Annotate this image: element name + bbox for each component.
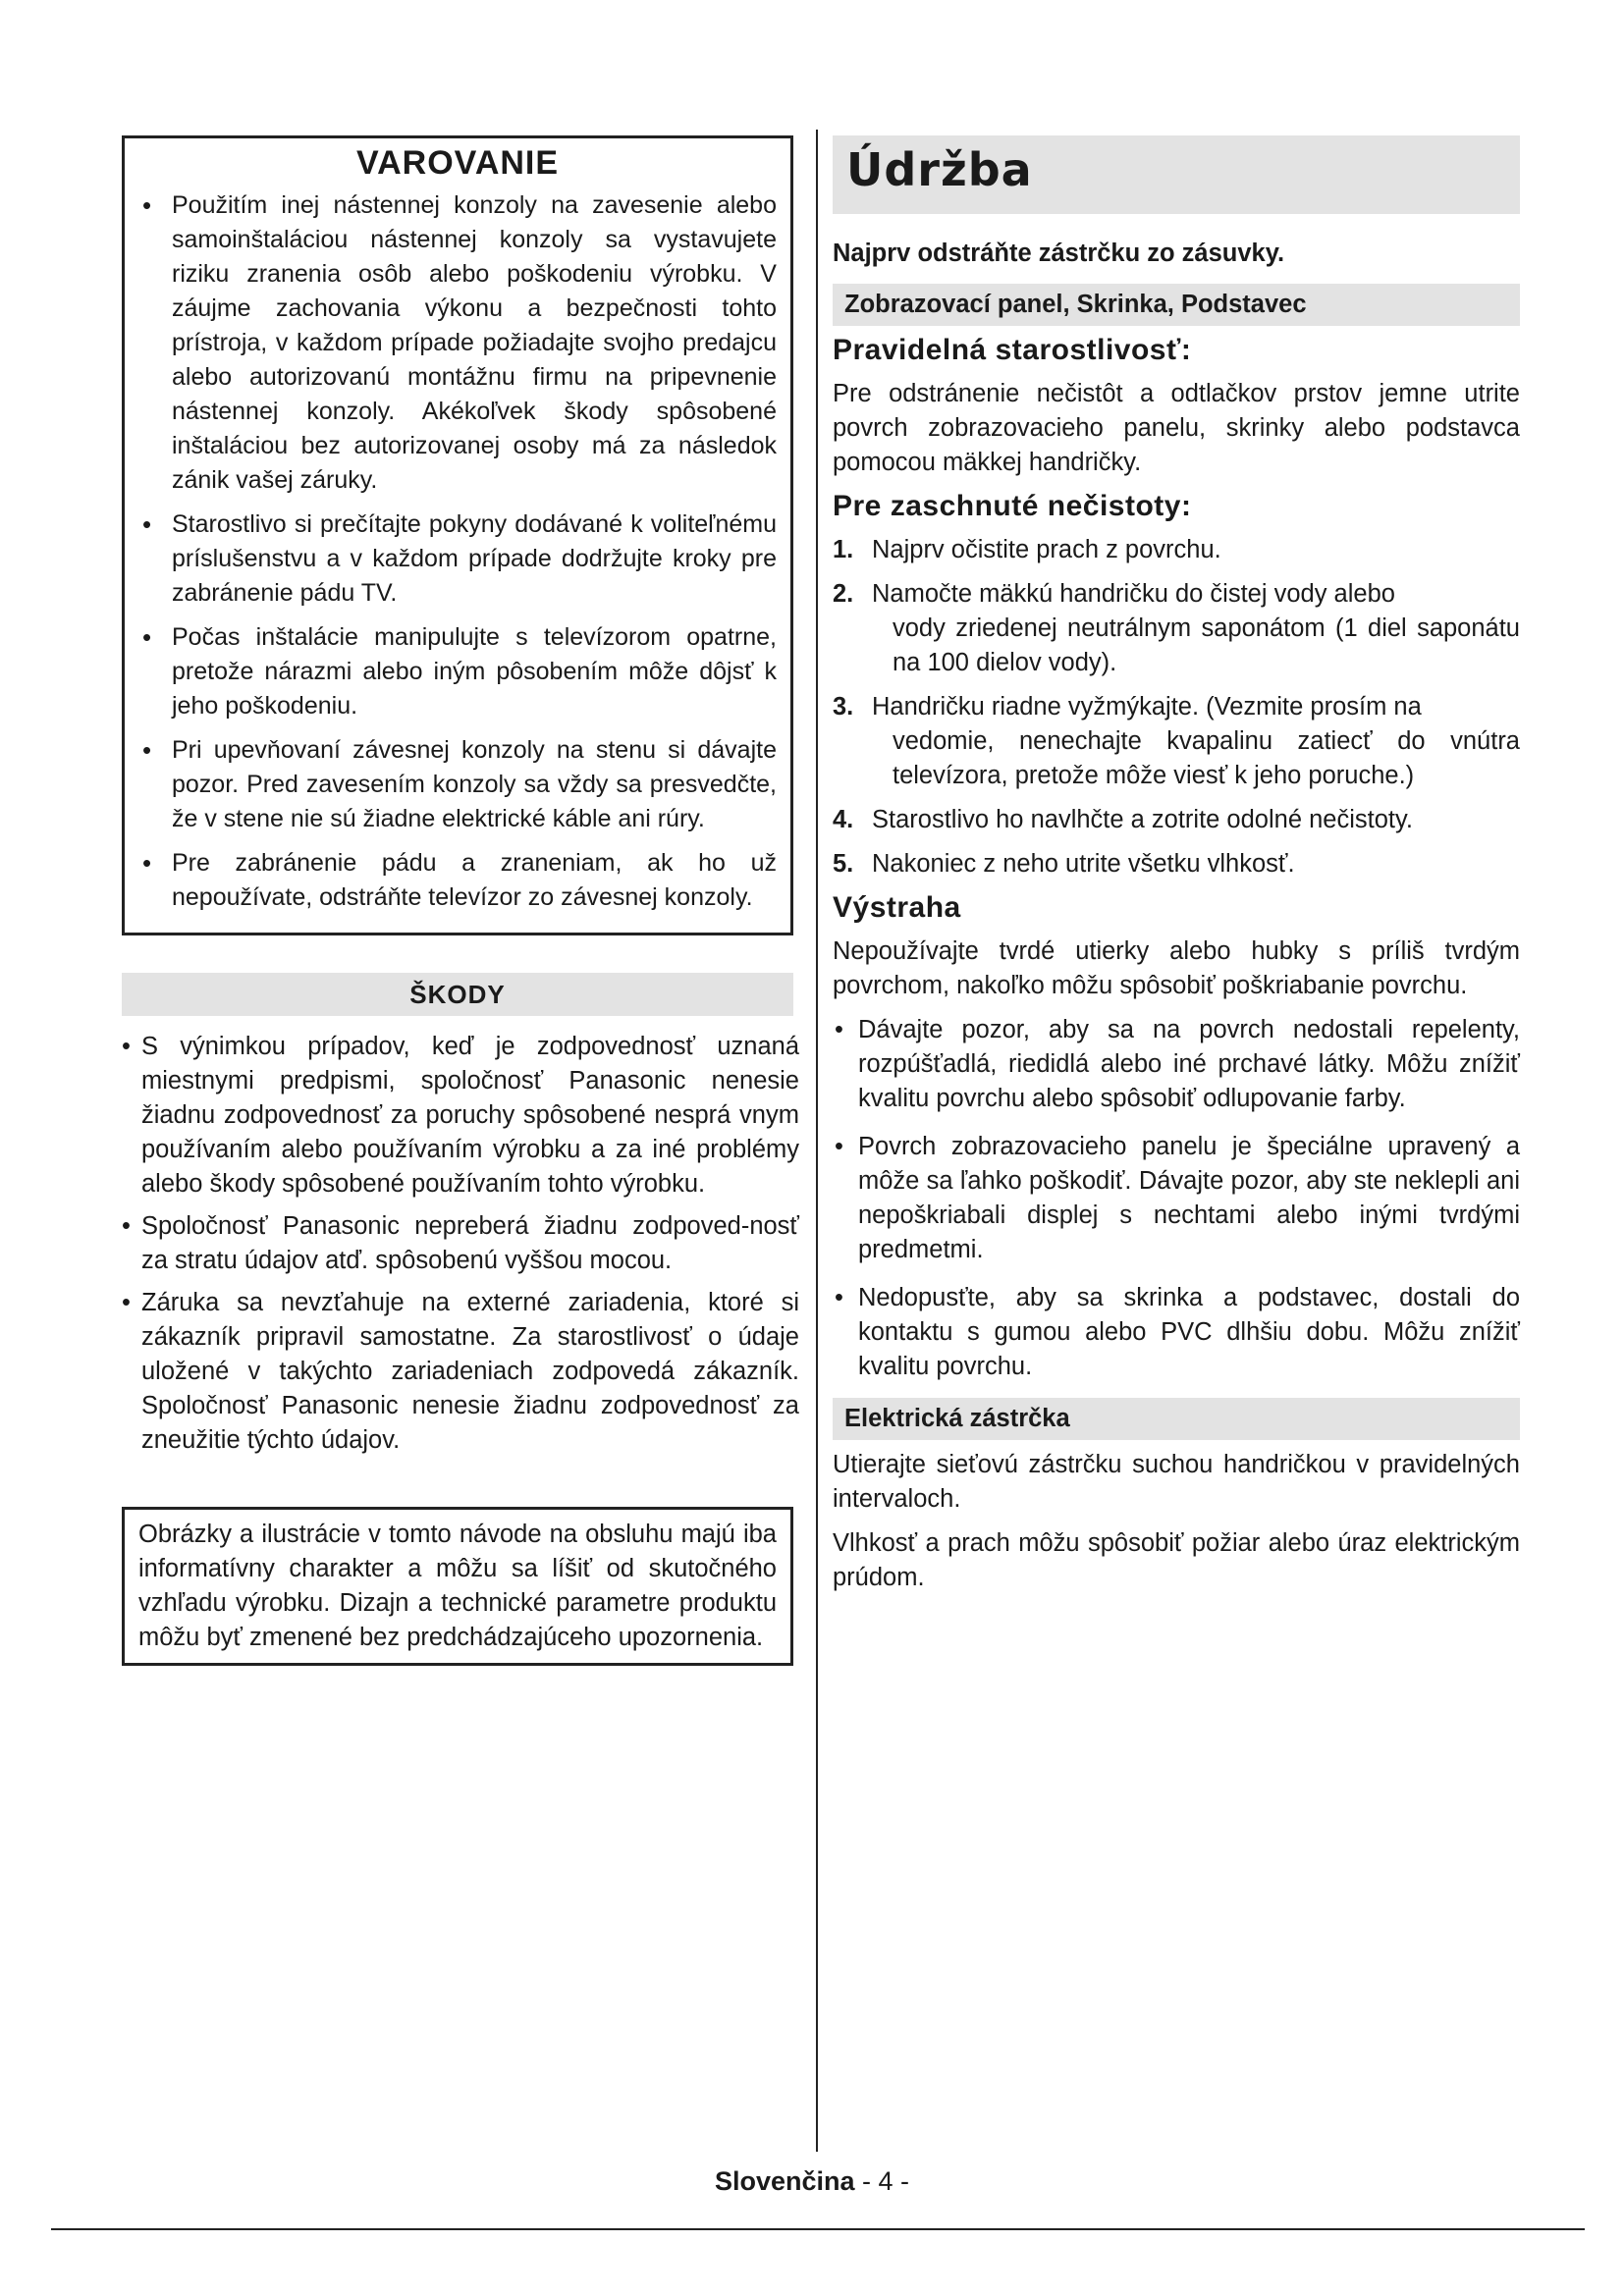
cleaning-step [833, 577, 1520, 680]
dried-dirt-heading: Pre zaschnuté nečistoty: [833, 490, 1192, 522]
plug-warning-text: Vlhkosť a prach môžu spôsobiť požiar alebo úraz elektrickým prúdom. [833, 1529, 1520, 1591]
caution-text: Nepoužívajte tvrdé utierky alebo hubky s príliš tvrdým povrchom, nakoľko môžu spôsobiť poškriabanie povrchu. [833, 937, 1520, 999]
unplug-instruction: Najprv odstráňte zástrčku zo zásuvky. [833, 240, 1285, 267]
step-text: Nakoniec z neho utrite všetku vlhkosť. [872, 850, 1295, 878]
step-number: 5. [833, 850, 854, 878]
panel-section-band: Zobrazovací panel, Skrinka, Podstavec [833, 284, 1520, 326]
plug-text: Utierajte sieťovú zástrčku suchou handričkou v pravidelných intervaloch. [833, 1451, 1520, 1513]
warning-title: VAROVANIE [355, 144, 560, 182]
page-number: - 4 - [854, 2166, 910, 2196]
plug-section-band: Elektrická zástrčka [833, 1398, 1520, 1440]
damages-item: • Záruka sa nevzťahuje na externé zariadenia, ktoré si zákazník pripravil samostatne. Za starostlivosť o údaje uložené v takýchto zariadeniach zodpovedá zákazník. Spoločnosť Panasonic nenesie žiadnu zodpovednosť za zneužitie týchto údajov. [122, 1286, 799, 1458]
step-text: Handričku riadne vyžmýkajte. (Vezmite prosím na [872, 693, 1422, 721]
step-text-cont: vody zriedenej neutrálnym saponátom (1 diel saponátu na 100 dielov vody). [893, 614, 1520, 676]
caution-list [833, 1013, 1520, 1384]
warning-item: • Pre zabránenie pádu a zraneniam, ak ho už nepoužívate, odstráňte televízor zo závesnej konzoly. [138, 846, 777, 915]
right-column [833, 135, 1520, 1605]
step-number: 1. [833, 536, 854, 563]
cleaning-step [833, 533, 1520, 567]
step-number: 2. [833, 580, 854, 608]
warning-item: • Použitím inej nástennej konzoly na zavesenie alebo samoinštaláciou nástennej konzoly sa vystavujete riziku zranenia osôb alebo poškodeniu výrobku. V záujme zachovania výkonu a bezpečnosti tohto prístroja, v každom prípade požiadajte svojho predajcu alebo autorizovanú montážnu firmu na pripevnenie nástennej konzoly. Akékoľvek škody spôsobené inštaláciou bez autorizovanej osoby má za následok zánik vašej záruky. [138, 188, 777, 498]
caution-item: • Povrch zobrazovacieho panelu je špeciálne upravený a môže sa ľahko poškodiť. Dávajte pozor, aby ste neklepli ani nepoškriabali displej s nechtami alebo inými tvrdými predmetmi. [833, 1130, 1520, 1267]
damages-list [122, 1030, 799, 1458]
step-text-cont: vedomie, nenechajte kvapalinu zatiecť do vnútra televízora, pretože môže viesť k jeho poruche.) [893, 727, 1520, 789]
regular-care-heading: Pravidelná starostlivosť: [833, 334, 1192, 366]
step-text: Namočte mäkkú handričku do čistej vody alebo [872, 580, 1395, 608]
damages-heading: ŠKODY [122, 973, 793, 1016]
maintenance-title-band [833, 135, 1520, 214]
step-number: 3. [833, 693, 854, 721]
warning-box [122, 135, 793, 935]
warning-item: • Počas inštalácie manipulujte s televízorom opatrne, pretože nárazmi alebo iným pôsobením môže dôjsť k jeho poškodeniu. [138, 620, 777, 723]
column-divider [816, 130, 818, 2152]
disclaimer-box: Obrázky a ilustrácie v tomto návode na obsluhu majú iba informatívny charakter a môžu sa líšiť od skutočného vzhľadu výrobku. Dizajn a technické parametre produktu môžu byť zmenené bez predchádzajúceho upozornenia. [122, 1507, 793, 1666]
warning-item: • Starostlivo si prečítajte pokyny dodávané k voliteľnému príslušenstvu a v každom prípade dodržujte kroky pre zabránenie pádu TV. [138, 507, 777, 611]
caution-item: • Nedopusťte, aby sa skrinka a podstavec, dostali do kontaktu s gumou alebo PVC dlhšiu dobu. Môžu znížiť kvalitu povrchu. [833, 1281, 1520, 1384]
maintenance-title: Údržba [846, 143, 1033, 196]
step-text: Starostlivo ho navlhčte a zotrite odolné nečistoty. [872, 806, 1413, 833]
cleaning-step [833, 690, 1520, 793]
page-footer [0, 2166, 1624, 2197]
footer-rule [51, 2228, 1585, 2230]
cleaning-steps [833, 533, 1520, 881]
cleaning-step [833, 847, 1520, 881]
caution-item: • Dávajte pozor, aby sa na povrch nedostali repelenty, rozpúšťadlá, riedidlá alebo iné prchavé látky. Môžu znížiť kvalitu povrchu alebo spôsobiť odlupovanie farby. [833, 1013, 1520, 1116]
cleaning-step [833, 803, 1520, 837]
warning-list [138, 188, 777, 915]
left-column [122, 135, 799, 1666]
caution-heading: Výstraha [833, 891, 961, 924]
damages-item: • S výnimkou prípadov, keď je zodpovednosť uznaná miestnymi predpismi, spoločnosť Panasonic nenesie žiadnu zodpovednosť za poruchy spôsobené nesprá vnym používaním alebo používaním výrobku a za iné problémy alebo škody spôsobené používaním tohto výrobku. [122, 1030, 799, 1201]
damages-item: • Spoločnosť Panasonic nepreberá žiadnu zodpoved-nosť za stratu údajov atď. spôsobenú vyššou mocou. [122, 1209, 799, 1278]
step-number: 4. [833, 806, 854, 833]
step-text: Najprv očistite prach z povrchu. [872, 536, 1221, 563]
warning-item: • Pri upevňovaní závesnej konzoly na stenu si dávajte pozor. Pred zavesením konzoly sa vždy sa presvedčte, že v stene nie sú žiadne elektrické káble ani rúry. [138, 733, 777, 836]
regular-care-text: Pre odstránenie nečistôt a odtlačkov prstov jemne utrite povrch zobrazovacieho panelu, skrinky alebo podstavca pomocou mäkkej handričky. [833, 380, 1520, 476]
footer-language: Slovenčina [714, 2166, 855, 2196]
